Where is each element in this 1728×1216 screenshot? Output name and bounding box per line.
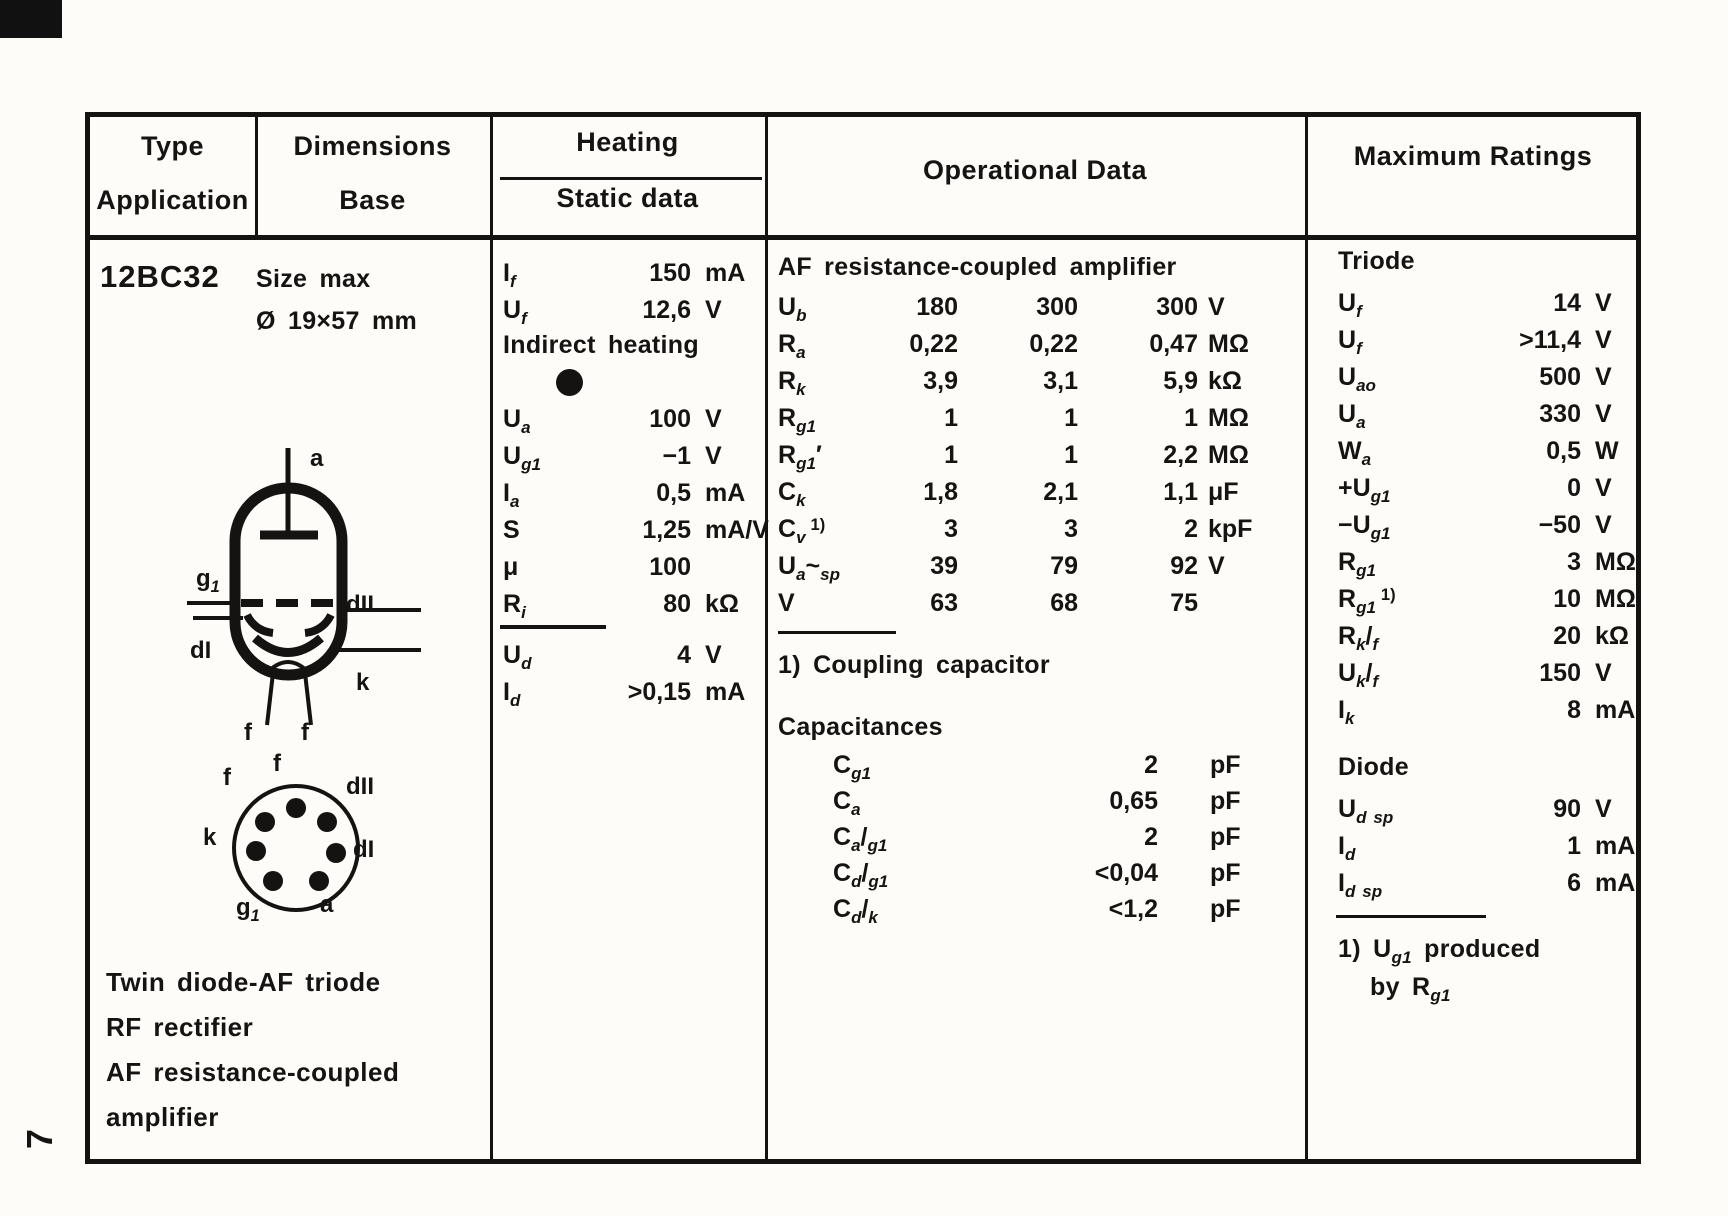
param-label: $C_a$ xyxy=(833,787,861,819)
getter-dot-symbol xyxy=(556,369,583,396)
param-unit: MΩ xyxy=(1208,330,1249,358)
param-value-3: 1 xyxy=(1184,404,1198,432)
param-label: $C_v^{1)}$ xyxy=(778,515,826,547)
param-label: $I_d$ $_{sp}$ xyxy=(1338,869,1383,901)
param-unit: μF xyxy=(1208,478,1239,506)
table-row xyxy=(833,855,1303,891)
param-unit: pF xyxy=(1210,859,1241,887)
description-line: AF resistance-coupled xyxy=(106,1057,400,1087)
param-unit: V xyxy=(1595,795,1612,823)
header-heating: Heating xyxy=(576,127,679,157)
param-value-1: 3,9 xyxy=(923,367,958,395)
param-value-2: 3 xyxy=(1064,515,1078,543)
param-label: $U_d$ xyxy=(503,641,532,673)
table-row xyxy=(778,585,1303,622)
param-value-1: 1 xyxy=(944,404,958,432)
maxratings-footnote-line1: 1) $U_{g1}$ produced xyxy=(1338,935,1541,967)
param-unit: mA/V xyxy=(705,516,769,544)
schematic-pin-filament-1: f xyxy=(244,719,252,746)
diode-static-rows xyxy=(503,637,771,711)
base-pin-diode2: dII xyxy=(346,773,374,800)
param-value-1: 1 xyxy=(944,441,958,469)
table-row xyxy=(1338,618,1640,655)
param-value: −50 xyxy=(1538,511,1581,539)
param-value: <1,2 xyxy=(1108,895,1158,923)
param-unit: mA xyxy=(705,479,746,507)
param-value-1: 1,8 xyxy=(923,478,958,506)
diode-section-title: Diode xyxy=(1338,753,1409,781)
param-value: 12,6 xyxy=(642,296,691,324)
param-value-3: 75 xyxy=(1170,589,1198,617)
data-table xyxy=(85,112,1641,1164)
param-unit: kΩ xyxy=(1595,622,1629,650)
schematic-pin-diode2: dII xyxy=(346,591,374,618)
table-row xyxy=(503,637,771,674)
divider-dimensions-heating xyxy=(490,117,493,1159)
table-row xyxy=(503,438,771,475)
param-unit: mA xyxy=(1595,696,1636,724)
param-label: $R_a$ xyxy=(778,330,806,362)
param-unit: V xyxy=(1595,289,1612,317)
table-row xyxy=(1338,692,1640,729)
header-base: Base xyxy=(339,185,406,215)
table-row xyxy=(1338,433,1640,470)
table-row xyxy=(1338,544,1640,581)
param-value-3: 0,47 xyxy=(1149,330,1198,358)
application-description xyxy=(106,960,399,1140)
param-unit: V xyxy=(1595,400,1612,428)
param-label: $U_b$ xyxy=(778,293,807,325)
param-value-3: 2,2 xyxy=(1163,441,1198,469)
param-label: $I_a$ xyxy=(503,479,520,511)
param-value: 10 xyxy=(1553,585,1581,613)
tube-schematic-drawing xyxy=(185,405,425,730)
param-label: $I_d$ xyxy=(1338,832,1356,864)
param-label: $U_a$ xyxy=(503,405,531,437)
param-value: 2 xyxy=(1144,751,1158,779)
triode-section-title: Triode xyxy=(1338,247,1415,275)
param-label: μ xyxy=(503,553,519,581)
param-unit: MΩ xyxy=(1208,441,1249,469)
description-line: Twin diode-AF triode xyxy=(106,967,381,997)
table-row xyxy=(833,891,1303,927)
param-value-1: 39 xyxy=(930,552,958,580)
param-unit: mA xyxy=(705,678,746,706)
param-label: $R_i$ xyxy=(503,590,526,622)
param-unit: V xyxy=(1595,511,1612,539)
param-label: $U_f$ xyxy=(503,296,527,328)
param-label: $R_{g1}$ xyxy=(778,404,816,436)
schematic-pin-diode1: dI xyxy=(190,637,212,664)
table-row xyxy=(833,819,1303,855)
param-label: $R_{g1}$ xyxy=(1338,548,1376,580)
param-unit: V xyxy=(1595,326,1612,354)
divider-operational-maximum xyxy=(1305,117,1308,1159)
diode-rating-rows xyxy=(1338,791,1640,902)
description-line: amplifier xyxy=(106,1102,219,1132)
table-row xyxy=(778,437,1303,474)
header-operational-data: Operational Data xyxy=(922,155,1148,185)
param-value: >0,15 xyxy=(627,678,691,706)
param-label: S xyxy=(503,516,520,544)
param-value-2: 0,22 xyxy=(1029,330,1078,358)
operational-section-title: AF resistance-coupled amplifier xyxy=(778,253,1177,281)
static-data-rows xyxy=(503,401,771,623)
param-value-2: 300 xyxy=(1036,293,1078,321)
param-unit: kΩ xyxy=(705,590,739,618)
param-value: −1 xyxy=(662,442,691,470)
param-value-3: 1,1 xyxy=(1163,478,1198,506)
schematic-pin-grid1: $g_1$ xyxy=(196,565,220,596)
table-row xyxy=(1338,828,1640,865)
param-value: 4 xyxy=(677,641,691,669)
param-value: 500 xyxy=(1539,363,1581,391)
scan-corner-mark xyxy=(0,0,62,38)
param-unit: V xyxy=(1208,293,1225,321)
param-label: $U_{g1}$ xyxy=(503,442,541,474)
table-row xyxy=(778,474,1303,511)
param-label: $U_{ao}$ xyxy=(1338,363,1376,395)
header-type: Type xyxy=(140,131,204,161)
param-value-2: 3,1 xyxy=(1043,367,1078,395)
param-value: 100 xyxy=(649,553,691,581)
param-value-1: 3 xyxy=(944,515,958,543)
table-row xyxy=(778,548,1303,585)
param-unit: V xyxy=(705,442,722,470)
param-unit: kΩ xyxy=(1208,367,1242,395)
param-label: $U_f$ xyxy=(1338,326,1362,358)
param-value-3: 300 xyxy=(1156,293,1198,321)
header-static-data: Static data xyxy=(556,183,699,213)
param-label: $I_f$ xyxy=(503,259,516,291)
table-row xyxy=(833,747,1303,783)
schematic-pin-filament-2: f xyxy=(301,719,309,746)
table-row xyxy=(778,363,1303,400)
param-unit: MΩ xyxy=(1595,548,1636,576)
capacitance-rows xyxy=(833,747,1303,927)
param-unit: V xyxy=(1595,659,1612,687)
capacitances-title: Capacitances xyxy=(778,713,943,741)
param-unit: mA xyxy=(1595,869,1636,897)
param-value: 3 xyxy=(1567,548,1581,576)
table-row xyxy=(1338,359,1640,396)
table-row xyxy=(1338,655,1640,692)
param-unit: V xyxy=(1208,552,1225,580)
param-value: >11,4 xyxy=(1519,326,1581,354)
param-value: 80 xyxy=(663,590,691,618)
param-unit: V xyxy=(705,641,722,669)
table-row xyxy=(1338,865,1640,902)
param-label: V xyxy=(778,589,795,617)
table-row xyxy=(1338,396,1640,433)
heating-note: Indirect heating xyxy=(503,331,699,359)
table-row xyxy=(1338,285,1640,322)
param-value-3: 2 xyxy=(1184,515,1198,543)
table-row xyxy=(503,292,771,329)
param-value: 150 xyxy=(1539,659,1581,687)
param-value-1: 63 xyxy=(930,589,958,617)
tube-type-code: 12BC32 xyxy=(100,259,220,294)
param-unit: pF xyxy=(1210,823,1241,851)
table-row xyxy=(1338,507,1640,544)
table-row xyxy=(1338,791,1640,828)
coupling-capacitor-footnote: 1) Coupling capacitor xyxy=(778,651,1050,679)
param-value: 20 xyxy=(1553,622,1581,650)
base-pin-grid1: $g_1$ xyxy=(236,894,260,925)
base-pin-filament-2: f xyxy=(273,750,281,777)
param-label: $R_k$ xyxy=(778,367,806,399)
param-label: $W_a$ xyxy=(1338,437,1372,469)
base-pin-anode: a xyxy=(320,891,334,918)
param-label: $C_d/_{g1}$ xyxy=(833,859,889,891)
table-row xyxy=(1338,322,1640,359)
param-value: 90 xyxy=(1553,795,1581,823)
page-number: 7 xyxy=(19,1128,61,1150)
param-value-2: 68 xyxy=(1050,589,1078,617)
table-row xyxy=(778,400,1303,437)
param-unit: MΩ xyxy=(1208,404,1249,432)
table-row xyxy=(833,783,1303,819)
size-dimensions: Ø 19×57 mm xyxy=(256,307,418,335)
param-value: 8 xyxy=(1567,696,1581,724)
table-row xyxy=(503,586,771,623)
base-pin-diode1: dI xyxy=(353,836,375,863)
param-value: 1 xyxy=(1567,832,1581,860)
param-unit: pF xyxy=(1210,751,1241,779)
param-value-3: 92 xyxy=(1170,552,1198,580)
param-unit: mA xyxy=(705,259,746,287)
param-label: $R_{g1}'$ xyxy=(778,441,822,473)
param-unit: pF xyxy=(1210,895,1241,923)
table-row xyxy=(503,512,771,549)
param-value: 150 xyxy=(649,259,691,287)
param-unit: MΩ xyxy=(1595,585,1636,613)
footnote-separator xyxy=(778,631,896,634)
param-unit: V xyxy=(1595,474,1612,502)
param-label: $C_d/_k$ xyxy=(833,895,878,927)
header-application: Application xyxy=(96,185,249,215)
param-unit: kpF xyxy=(1208,515,1253,543)
param-label: $C_a/_{g1}$ xyxy=(833,823,888,855)
param-unit: pF xyxy=(1210,787,1241,815)
param-value-2: 2,1 xyxy=(1043,478,1078,506)
heating-rows xyxy=(503,255,771,329)
param-label: $I_k$ xyxy=(1338,696,1355,728)
param-unit: W xyxy=(1595,437,1619,465)
param-label: $I_d$ xyxy=(503,678,521,710)
param-unit: V xyxy=(705,405,722,433)
param-label: $C_k$ xyxy=(778,478,806,510)
heating-static-separator xyxy=(500,177,762,180)
description-line: RF rectifier xyxy=(106,1012,254,1042)
param-value: 100 xyxy=(649,405,691,433)
param-value: 0,65 xyxy=(1109,787,1158,815)
param-unit: V xyxy=(1595,363,1612,391)
param-label: $R_k/_f$ xyxy=(1338,622,1379,654)
param-value-2: 79 xyxy=(1050,552,1078,580)
base-pin-filament-1: f xyxy=(223,764,231,791)
param-value: 2 xyxy=(1144,823,1158,851)
size-max-label: Size max xyxy=(256,265,371,293)
table-row xyxy=(503,549,771,586)
param-value: 0 xyxy=(1567,474,1581,502)
maxratings-footnote-line2: by $R_{g1}$ xyxy=(1370,973,1451,1005)
param-value: 1,25 xyxy=(642,516,691,544)
operational-rows xyxy=(778,289,1303,622)
table-row xyxy=(778,511,1303,548)
table-row xyxy=(1338,470,1640,507)
param-value: 330 xyxy=(1539,400,1581,428)
table-row xyxy=(778,326,1303,363)
header-maximum-ratings: Maximum Ratings xyxy=(1353,141,1593,171)
param-label: $U_k/_f$ xyxy=(1338,659,1379,691)
maxratings-footnote-separator xyxy=(1336,915,1486,918)
param-value: 0,5 xyxy=(1546,437,1581,465)
param-label: $U_a\sim_{sp}$ xyxy=(778,552,840,584)
param-value-2: 1 xyxy=(1064,404,1078,432)
table-row xyxy=(1338,581,1640,618)
header-separator xyxy=(90,235,1636,240)
table-row xyxy=(503,255,771,292)
param-value: 14 xyxy=(1553,289,1581,317)
param-label: $U_d$ $_{sp}$ xyxy=(1338,795,1394,827)
param-label: $U_f$ xyxy=(1338,289,1362,321)
param-label: $U_a$ xyxy=(1338,400,1366,432)
diode-section-separator xyxy=(500,625,606,629)
param-label: $R_{g1}^{1)}$ xyxy=(1338,585,1396,617)
param-value-3: 5,9 xyxy=(1163,367,1198,395)
header-dimensions: Dimensions xyxy=(293,131,452,161)
table-row xyxy=(503,674,771,711)
param-unit: V xyxy=(705,296,722,324)
param-unit: mA xyxy=(1595,832,1636,860)
param-label: $+U_{g1}$ xyxy=(1338,474,1391,506)
param-value-1: 0,22 xyxy=(909,330,958,358)
param-value: 6 xyxy=(1567,869,1581,897)
param-value-2: 1 xyxy=(1064,441,1078,469)
param-value-1: 180 xyxy=(916,293,958,321)
param-value: <0,04 xyxy=(1094,859,1158,887)
param-value: 0,5 xyxy=(656,479,691,507)
table-row xyxy=(503,475,771,512)
base-pin-cathode: k xyxy=(203,824,217,851)
triode-rating-rows xyxy=(1338,285,1640,729)
param-label: $C_{g1}$ xyxy=(833,751,871,783)
table-row xyxy=(503,401,771,438)
schematic-pin-anode: a xyxy=(310,445,324,472)
param-label: $-U_{g1}$ xyxy=(1338,511,1391,543)
schematic-pin-cathode: k xyxy=(356,669,370,696)
table-row xyxy=(778,289,1303,326)
